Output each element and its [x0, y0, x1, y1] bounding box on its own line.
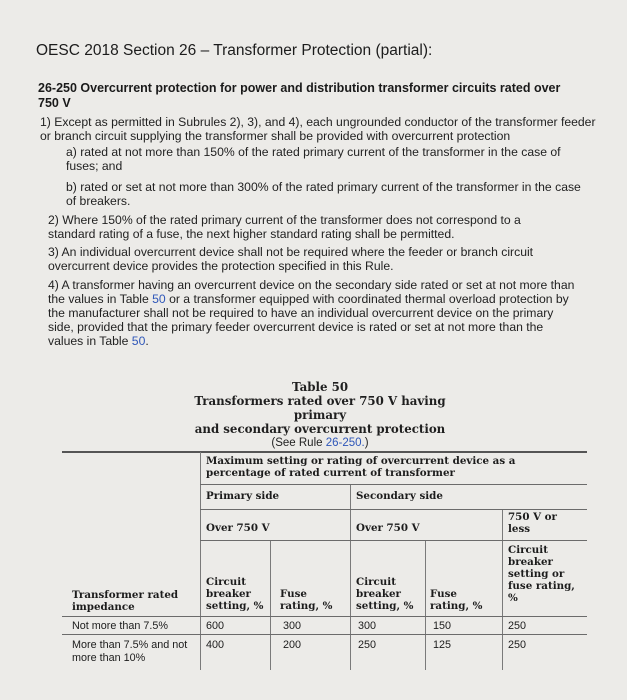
row2-low: 250	[508, 639, 527, 651]
document-title: OESC 2018 Section 26 – Transformer Protection (partial):	[36, 42, 433, 59]
see-rule-suffix: )	[364, 437, 369, 449]
row1-impedance: Not more than 7.5%	[72, 620, 169, 632]
row2-fuse-primary: 200	[283, 639, 302, 651]
row2-impedance: More than 7.5% and not more than 10%	[72, 639, 188, 664]
col-cb-secondary: Circuit breaker setting, %	[356, 576, 414, 612]
table-rule-voltage	[200, 540, 587, 541]
table-rule-group	[200, 484, 587, 485]
row2-fuse-secondary: 125	[433, 639, 452, 651]
table-50-link-2[interactable]: 50	[131, 334, 146, 348]
paragraph-item-a: a) rated at not more than 150% of the rated primary current of the transformer in the case of fuses; and	[66, 145, 561, 173]
group-header: Maximum setting or rating of overcurrent device as a percentage of rated current of transformer	[206, 455, 516, 479]
table-divider-5	[502, 510, 503, 670]
p4-text-start: 4) A transformer having an overcurrent device on the secondary side rated or set at not more than the values in Table	[48, 278, 575, 306]
row1-fuse-primary: 300	[283, 620, 302, 632]
paragraph-subrule-2: 2) Where 150% of the rated primary current of the transformer does not correspond to a standard rating of a fuse, the next higher standard rating shall be permitted.	[48, 213, 521, 241]
table-divider-4	[425, 541, 426, 670]
p4-text-end: .	[145, 334, 149, 348]
table-header-bottom-rule	[62, 616, 587, 617]
col-fuse-secondary: Fuse rating, %	[430, 588, 483, 612]
primary-side-header: Primary side	[206, 490, 280, 502]
table-row-rule	[62, 634, 587, 635]
row2-cb-primary: 400	[206, 639, 225, 651]
col-transformer-impedance: Transformer rated impedance	[72, 589, 179, 613]
see-rule-prefix: (See Rule	[271, 437, 326, 449]
col-fuse-primary: Fuse rating, %	[280, 588, 333, 612]
see-rule-note	[170, 436, 470, 450]
row1-low: 250	[508, 620, 527, 632]
secondary-side-header: Secondary side	[356, 490, 443, 502]
row1-fuse-secondary: 150	[433, 620, 452, 632]
col-low-voltage: Circuit breaker setting or fuse rating, %	[508, 544, 575, 604]
paragraph-subrule-3: 3) An individual overcurrent device shall not be required where the feeder or branch circuit overcurrent device provides the protection specified in this Rule.	[48, 245, 534, 273]
table-50-link[interactable]: 50	[152, 292, 166, 306]
table-title-line-1: Transformers rated over 750 V having primary	[194, 394, 446, 422]
rule-26-250-link[interactable]: 26-250.	[325, 437, 365, 449]
table-caption	[170, 380, 470, 450]
paragraph-item-b: b) rated or set at not more than 300% of the rated primary current of the transformer in the case of breakers.	[66, 180, 581, 208]
table-number: Table 50	[291, 380, 349, 394]
table-divider-2	[270, 541, 271, 670]
table-top-rule	[62, 451, 587, 453]
paragraph-subrule-1: 1) Except as permitted in Subrules 2), 3), and 4), each ungrounded conductor of the transformer feeder or branch circuit supplying the transformer shall be provided with overcurrent protection	[40, 115, 596, 143]
v750-or-less-header: 750 V or less	[508, 511, 557, 535]
table-title-line-2: and secondary overcurrent protection	[194, 422, 446, 436]
section-heading: 26-250 Overcurrent protection for power and distribution transformer circuits rated over 750 V	[38, 81, 561, 110]
table-divider-3	[350, 485, 351, 670]
over-750-primary-header: Over 750 V	[206, 522, 270, 534]
row1-cb-secondary: 300	[358, 620, 377, 632]
row2-cb-secondary: 250	[358, 639, 377, 651]
p4-text-middle: or a transformer equipped with coordinated thermal overload protection by the manufacturer shall not be required to have an individual overcurrent device on the primary side, provided that the primary feeder overcurrent device is rated or set at not more than the values in Table	[48, 292, 569, 348]
over-750-secondary-header: Over 750 V	[356, 522, 420, 534]
table-rule-sides	[200, 509, 587, 510]
row1-cb-primary: 600	[206, 620, 225, 632]
paragraph-subrule-4	[48, 278, 578, 348]
col-cb-primary: Circuit breaker setting, %	[206, 576, 264, 612]
